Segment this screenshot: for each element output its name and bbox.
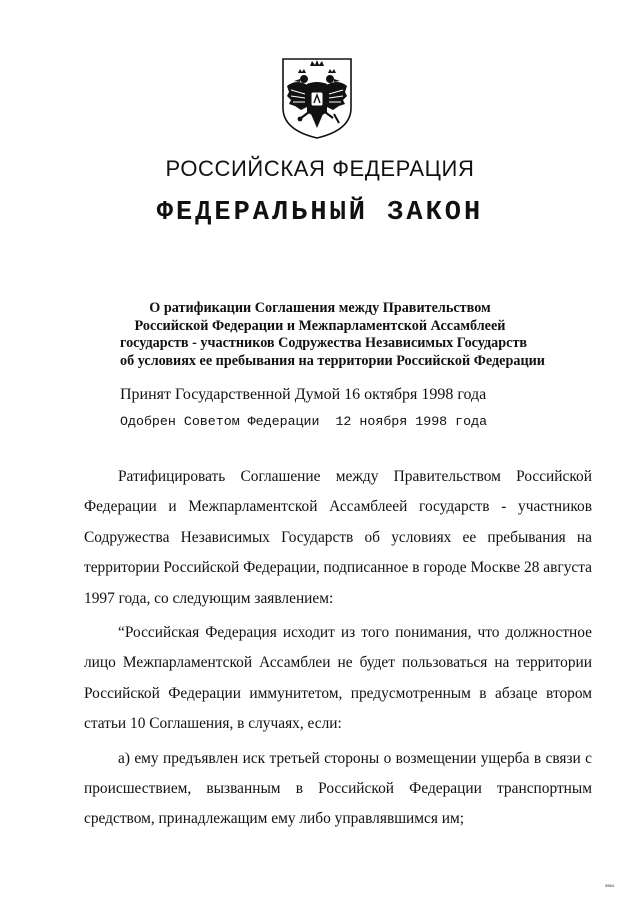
body-paragraph: Ратифицировать Соглашение между Правительством Российской Федерации и Межпарламентской Ассамблеей государств - участников Содружества Независимых Государств об условиях ее пребывания на территории Российской Федерации, подписанное в городе Москве 28 августа 1997 года, со следующим заявлением:: [84, 468, 592, 607]
law-title-line: об условиях ее пребывания на территории Российской Федерации: [120, 352, 545, 369]
law-title: [120, 300, 545, 370]
approval-federation-council-line: Одобрен Советом Федерации 12 ноября 1998 года: [120, 414, 488, 429]
law-body: [84, 462, 592, 839]
page-number: 5564: [605, 883, 614, 888]
body-paragraph: а) ему предъявлен иск третьей стороны о возмещении ущерба в связи с происшествием, вызванным в Российской Федерации транспортным средством, принадлежащим ему либо управлявшимся им;: [84, 749, 592, 828]
body-paragraph: “Российская Федерация исходит из того понимания, что должностное лицо Межпарламентской Ассамблеи не будет пользоваться на территории Российской Федерации иммунитетом, предусмотренным в абзаце втором статьи 10 Соглашения, в случаях, если:: [84, 624, 592, 733]
law-title-line: государств - участников Содружества Независимых Государств: [120, 335, 528, 351]
double-headed-eagle-coat-of-arms-icon: [279, 56, 355, 140]
adoption-duma-line: Принят Государственной Думой 16 октября 1998 года: [120, 386, 487, 403]
law-type-heading: ФЕДЕРАЛЬНЫЙ ЗАКОН: [156, 198, 484, 228]
law-title-line: О ратификации Соглашения между Правительством: [149, 300, 491, 316]
country-name: РОССИЙСКАЯ ФЕДЕРАЦИЯ: [165, 156, 475, 181]
law-title-line: Российской Федерации и Межпарламентской Ассамблеей: [134, 317, 506, 334]
